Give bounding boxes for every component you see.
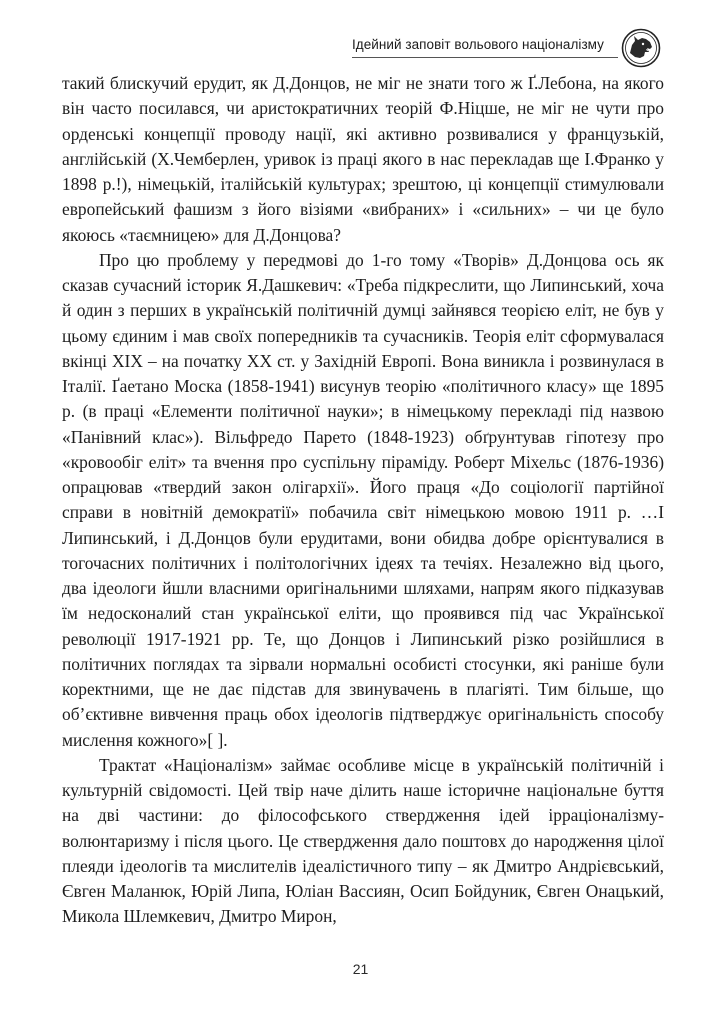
paragraph-dashkevych-quote: Про цю проблему у передмові до 1-го тому «Творів» Д.Донцова ось як сказав сучасний історик Я.Дашкевич: «Треба підкреслити, що Липинський, хоча й один з перших в українській політичній думці зайнявся теорією еліт, не був у цьому єдиним і мав своїх попередників та сучасників. Теорія еліт сформувалася вкінці XIX – на початку XX ст. у Західній Европі. Вона виникла і розвинулася в Італії. Ґаетано Моска (1858-1941) висунув теорію «політичного класу» ще 1895 р. (в праці «Елементи політичної науки»; в німецькому перекладі під назвою «Панівний клас»). Вільфредо Парето (1848-1923) обґрунтував гіпотезу про «кровообіг еліт» та вчення про суспільну піраміду. Роберт Міхельс (1876-1936) опрацював «твердий закон олігархії». Його праця «До соціології партійної справи в новітній демократії» побачила світ німецькою мовою 1911 р. …І Липинський, і Д.Донцов були ерудитами, вони обидва добре орієнтувалися в тогочасних політичних і політологічних ідеях та течіях. Незалежно від цього, два ідеологи йшли власними оригінальними шляхами, напрям якого підказував їм недосконалий стан української еліти, що проявився під час Української революції 1917-1921 рр. Те, що Донцов і Липинський різко розійшлися в політичних поглядах та зірвали нормальні особисті стосунки, які раніше були коректними, ще не дає підстав для звинувачень в плагіяті. Тим більше, що об’єктивне вивчення праць обох ідеологів підтверджує оригінальність способу мислення кожного»[ ]. [62,249,664,750]
header-rule [352,57,618,58]
paragraph-continuation: такий блискучий ерудит, як Д.Донцов, не міг не знати того ж Ґ.Лебона, на якого він часто посилався, чи аристократичних теорій Ф.Ніцше, не міг не чути про орденські концепції проводу нації, які активно розвивалися у французькій, англійській (Х.Чемберлен, уривок із праці якого в нас перекладав ще І.Франко у 1898 р.!), німецькій, італійській культурах; зрештою, ці концепції стимулювали европейський фашизм з його візіями «вибраних» і «сильних» – чи це було якоюсь «таємницею» для Д.Донцова? [62,73,664,245]
paragraph-nationalism-treatise: Трактат «Націоналізм» займає особливе місце в українській політичній і культурній свідомості. Цей твір наче ділить наше історичне національне буття на дві частини: до філософського ствердження ідей ірраціоналізму-волюнтаризму і після цього. Це ствердження дало поштовх до народження цілої плеяди ідеологів та мислителів ідеалістичного типу – як Дмитро Андрієвський, Євген Маланюк, Юрій Липа, Юліан Вассиян, Осип Бойдуник, Євген Онацький, Микола Шлемкевич, Дмитро Мирон, [62,754,664,927]
body-text [62,71,664,930]
wolf-head-emblem-icon [621,28,661,68]
page-number: 21 [352,961,369,977]
running-title: Ідейний заповіт вольового націоналізму [352,37,604,52]
